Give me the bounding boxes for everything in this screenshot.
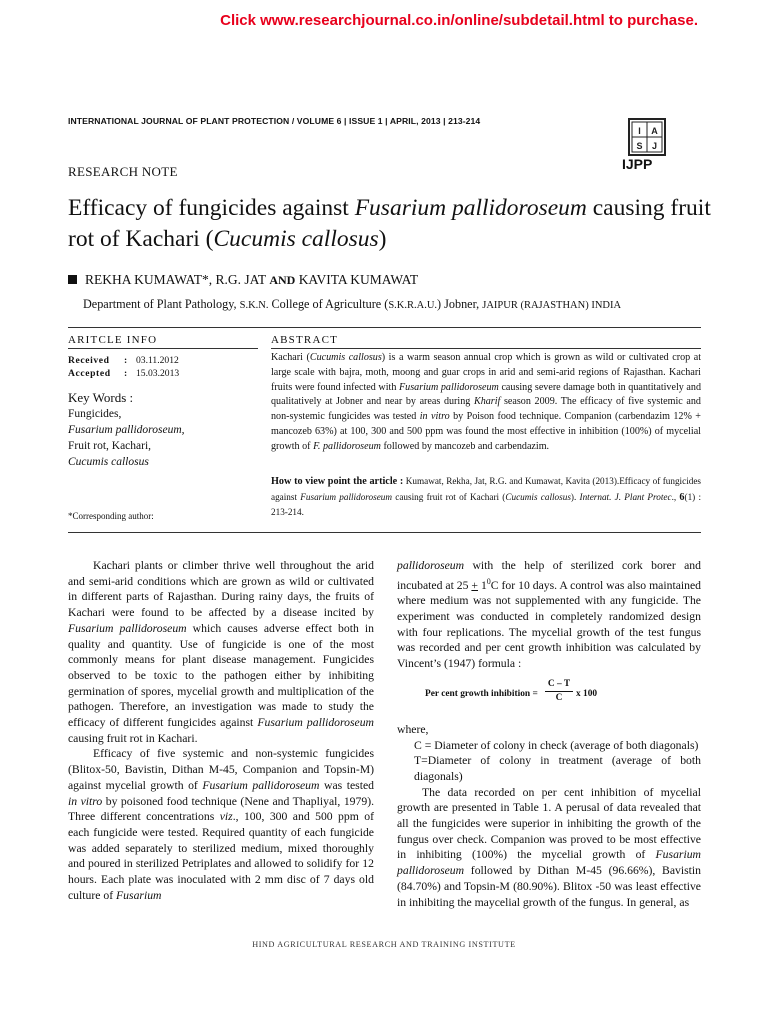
svg-text:S: S bbox=[636, 141, 643, 151]
keywords-list bbox=[68, 406, 185, 470]
body-column-right bbox=[397, 558, 701, 910]
purchase-link[interactable]: Click www.researchjournal.co.in/online/subdetail.html to purchase. bbox=[220, 12, 698, 29]
definition-t: T=Diameter of colony in treatment (average of both diagonals) bbox=[414, 754, 701, 783]
journal-logo-text: IJPP bbox=[622, 156, 653, 172]
accepted-date: 15.03.2013 bbox=[136, 368, 180, 379]
author-affiliation: Department of Plant Pathology, S.K.N. College of Agriculture (S.K.R.A.U.) Jobner, JAIPUR (RAJASTHAN) INDIA bbox=[83, 297, 622, 311]
article-title: Efficacy of fungicides against Fusarium pallidoroseum causing fruit rot of Kachari (Cucumis callosus) bbox=[68, 195, 711, 252]
body-paragraph: The data recorded on per cent inhibition of mycelial growth are presented in Table 1. A perusal of data revealed that all the fungicides were superior in inhibiting the growth of the fungus over check. Companion was proved to be most effective in inhibiting (100%) the mycelial growth of Fusarium pallidoroseum followed by Dithan M-45 (96.66%), Bavistin (84.70%) and Topsin-M (80.90%). Blitox -50 was least effective in inhibiting the maycelial growth of the fungus. In general, as bbox=[397, 785, 701, 909]
journal-emblem-icon bbox=[628, 118, 666, 156]
article-info-heading: ARITCLE INFO bbox=[68, 334, 158, 346]
body-paragraph: pallidoroseum with the help of sterilized cork borer and incubated at $25 + 1^0C$ for 10 days. A control was also maintained where medium was not supplemented with any fungicide. The experiment was conducted in completely randomized design with four replications. The mycelial growth of the test fungus was recorded and per cent growth inhibition was calculated by Vincent’s (1947) formula : bbox=[397, 559, 702, 671]
header-divider bbox=[68, 327, 701, 328]
definition-c: C = Diameter of colony in check (average of both diagonals) bbox=[414, 738, 699, 752]
body-column-left bbox=[68, 558, 374, 903]
abstract-divider bbox=[271, 348, 701, 349]
purchase-banner[interactable] bbox=[0, 12, 768, 30]
citation-block: How to view point the article : Kumawat, Rekha, Jat, R.G. and Kumawat, Kavita (2013).Efficacy of fungicides against Fusarium pallidoroseum causing fruit rot of Kachari (Cucumis callosus). Internat. J. Plant Protec., 6(1) : 213-214. bbox=[271, 476, 702, 517]
growth-inhibition-formula: Per cent growth inhibition = $\frac{C - T}{C}$ x 100 bbox=[425, 678, 598, 703]
info-divider bbox=[68, 348, 258, 349]
where-label: where, bbox=[397, 722, 429, 736]
keyword: Cucumis callosus bbox=[68, 456, 149, 468]
abstract-text: Kachari (Cucumis callosus) is a warm season annual crop which is grown as wild or cultivated crop at large scale with bajra, moth, moong and guar crops in arid and semi-arid regions of Rajasthan. Kachari fruits were found infected with Fusarium pallidoroseum causing severe damage both in quantitatively and qualitatively at Jobner and near by areas during Kharif season 2009. The efficacy of five systemic and non-systemic fungicides was tested in vitro by Poison food technique. Companion (carbendazim 12% + mancozeb 63%) at 100, 300 and 500 ppm was found the most effective in inhibition (100%) of mycelial growth of F. pallidoroseum followed by mancozeb and carbendazim. bbox=[271, 352, 702, 452]
keyword: Fruit rot, Kachari, bbox=[68, 440, 152, 452]
citation-label: How to view point the article : bbox=[271, 476, 404, 487]
journal-logo bbox=[622, 118, 694, 172]
section-label: RESEARCH NOTE bbox=[68, 164, 178, 179]
svg-text:I: I bbox=[638, 126, 641, 136]
article-dates: Received : 03.11.2012 Accepted : 15.03.2013 bbox=[68, 355, 180, 379]
abstract-heading: ABSTRACT bbox=[271, 334, 339, 346]
journal-citation-line: INTERNATIONAL JOURNAL OF PLANT PROTECTION / VOLUME 6 | ISSUE 1 | APRIL, 2013 | 213-214 bbox=[68, 116, 481, 126]
svg-text:A: A bbox=[651, 126, 658, 136]
body-paragraph: Kachari plants or climber thrive well throughout the arid and semi-arid conditions which are grown as wild or cultivated in different parts of Rajasthan. During rainy days, the fruits of Kachari were found to be affected by a disease incited by Fusarium pallidoroseum which causes adverse effect both in quality and quantity. Use of fungicide is one of the most commonly means for plant disease management. Fungicides observed to be toxic to the pathogen either by inhibiting germination of spores, mycelial growth and multiplication of the pathogen. Therefore, an investigation was made to study the efficacy of different fungicides against Fusarium pallidoroseum causing fruit rot in Kachari. bbox=[68, 559, 374, 745]
bullet-square-icon bbox=[68, 275, 77, 284]
corresponding-author-note: *Corresponding author: bbox=[68, 511, 154, 521]
body-paragraph: Efficacy of five systemic and non-systemic fungicides (Blitox-50, Bavistin, Dithan M-45, Companion and Topsin-M) against mycelial growth of Fusarium pallidoroseum was tested in vitro by poisoned food technique (Nene and Thapliyal, 1979). Three different concentrations viz., 100, 300 and 500 ppm of each fungicide were tested. Required quantity of each fungicide was added separately to sterilized medium, mixed thoroughly and poured in sterilized Petriplates and allowed to solidify for 12 hours. Each plate was inoculated with 2 mm disc of 7 days old culture of Fusarium bbox=[68, 747, 375, 902]
svg-text:J: J bbox=[651, 141, 658, 151]
keywords-heading: Key Words : bbox=[68, 390, 134, 405]
keyword: Fusarium pallidoroseum, bbox=[68, 424, 185, 436]
body-divider bbox=[68, 532, 701, 533]
keyword: Fungicides, bbox=[68, 408, 122, 420]
received-date: 03.11.2012 bbox=[136, 355, 179, 366]
author-list: REKHA KUMAWAT*, R.G. JAT AND KAVITA KUMAWAT bbox=[68, 272, 418, 288]
publisher-footer: HIND AGRICULTURAL RESEARCH AND TRAINING INSTITUTE bbox=[252, 940, 516, 949]
